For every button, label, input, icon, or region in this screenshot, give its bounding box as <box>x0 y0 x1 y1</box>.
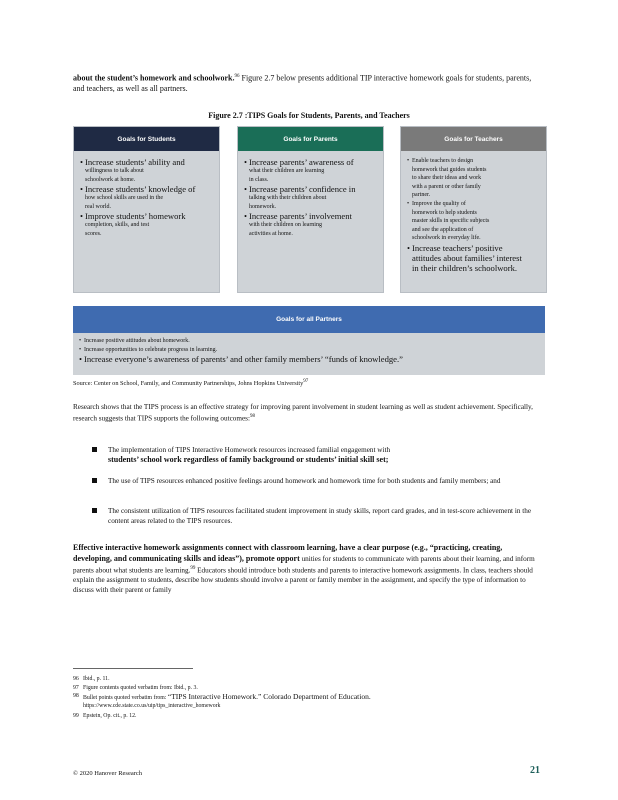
footnote: 98 Bullet points quoted verbatim from: “TIPS Interactive Homework.” Colorado Department of Education. <box>73 692 371 701</box>
list-item: • Improve students’ homework <box>80 211 186 222</box>
footnote: 99 Epstein, Op. cit., p. 12. <box>73 713 137 719</box>
research-text: Research shows that the TIPS process is an effective strategy for improving parent involvement in student learning as well as student achievement. Specifically, research suggests that TIPS supports the following outcomes: <box>73 403 533 423</box>
square-bullet-icon <box>92 508 97 513</box>
students-goals-list <box>80 157 215 239</box>
paragraph-bold-text: Effective interactive homework assignments connect with classroom learning, have a clear purpose (e.g., “practicing, creating, developing, and communicating skills and ideas”), promote opport <box>73 543 503 563</box>
list-item-detail: how school skills are used in the <box>85 195 163 202</box>
footnote-ref[interactable]: 98 <box>249 414 255 419</box>
list-item-detail: what their children are learning <box>249 168 325 174</box>
footnote: 96 Ibid., p. 11. <box>73 676 110 682</box>
paragraph-text: Educators should introduce both students and parents to interactive homework assignments. In class, teachers should explain the assignment to students, describe how students should involve a parent or family member in the assignment, and specify the type of information to discuss with their parent or family <box>73 566 533 595</box>
list-item-detail: with their children on learning <box>249 222 322 229</box>
bullet-text: The use of TIPS resources enhanced positive feelings around homework and homework time for both students and family members; and <box>108 477 501 485</box>
bullet-text: The implementation of TIPS Interactive Homework resources increased familial engagement with <box>108 446 391 454</box>
effective-homework-paragraph <box>73 543 543 595</box>
list-item-detail: talking with their children about <box>249 195 327 202</box>
outcome-bullet <box>92 476 542 486</box>
list-item-detail: in their children’s schoolwork. <box>412 262 518 273</box>
list-item-detail: with a parent or other family <box>412 183 481 190</box>
outcome-bullet <box>92 506 542 526</box>
parents-goals-box <box>237 126 384 293</box>
bullet-text: The consistent utilization of TIPS resources facilitated student improvement in study skills, report card grades, and in test-score achievement in the content areas related to the TIPS resources. <box>108 507 532 525</box>
list-item: • Increase parents’ involvement <box>244 211 352 222</box>
figure-caption: Figure 2.7 :TIPS Goals for Students, Parents, and Teachers <box>208 111 410 120</box>
footnote-separator <box>73 668 193 669</box>
list-item-detail: homework. <box>249 203 277 210</box>
bullet-bold-text: students’ school work regardless of family background or students’ initial skill set; <box>108 455 389 464</box>
list-item-detail: activities at home. <box>249 230 293 237</box>
figure-source <box>73 379 308 387</box>
partners-goals-list <box>79 337 539 364</box>
research-paragraph <box>73 402 543 423</box>
students-goals-box <box>73 126 220 293</box>
list-item: • Increase students’ ability and <box>80 157 185 167</box>
teachers-goals-header: Goals for Teachers <box>401 127 546 151</box>
list-item-detail: to share their ideas and work <box>412 175 482 182</box>
parents-goals-list <box>244 157 379 239</box>
list-item-detail: homework to help students <box>412 209 477 216</box>
students-goals-header: Goals for Students <box>74 127 219 151</box>
intro-rest: Figure 2.7 below presents additional TIP interactive homework goals for students, parents, and teachers, as well as all partners. <box>73 73 532 94</box>
intro-paragraph <box>73 72 543 95</box>
square-bullet-icon <box>92 447 97 452</box>
list-item-detail: homework that guides students <box>412 166 487 173</box>
list-item: • Enable teachers to design <box>407 158 474 164</box>
parents-goals-header: Goals for Parents <box>238 127 383 151</box>
page-number: 21 <box>530 765 540 776</box>
list-item: • Increase opportunities to celebrate progress in learning. <box>79 346 218 353</box>
outcome-bullet <box>92 445 542 466</box>
list-item-detail: willingness to talk about <box>85 168 144 174</box>
list-item: • Increase teachers’ positive <box>407 242 503 253</box>
list-item: • Improve the quality of <box>407 200 466 207</box>
list-item: • Increase everyone’s awareness of parents’ and other family members’ “funds of knowledge.” <box>79 354 403 365</box>
list-item-detail: partner. <box>412 192 431 199</box>
list-item-detail: scores. <box>85 230 102 237</box>
footnote: 97 Figure contents quoted verbatim from: Ibid., p. 3. <box>73 685 198 691</box>
list-item-detail: schoolwork at home. <box>85 176 136 183</box>
partners-goals-header: Goals for all Partners <box>73 306 545 333</box>
source-text: Source: Center on School, Family, and Community Partnerships, Johns Hopkins University <box>73 380 304 388</box>
list-item-detail: master skills in specific subjects <box>412 218 490 225</box>
list-item: • Increase students’ knowledge of <box>80 184 196 195</box>
square-bullet-icon <box>92 478 97 483</box>
list-item: • Increase positive attitudes about homework. <box>79 338 190 344</box>
footnote-ref[interactable]: 96 <box>234 74 240 79</box>
list-item-detail: real world. <box>85 203 111 210</box>
list-item-detail: and see the application of <box>412 226 474 233</box>
list-item-detail: completion, skills, and test <box>85 222 150 229</box>
list-item: • Increase parents’ awareness of <box>244 157 354 167</box>
footnote-link[interactable]: https://www.cde.state.co.us/uip/tips_interactive_homework <box>83 703 221 709</box>
footnote-ref[interactable]: 97 <box>303 379 309 384</box>
paragraph-text: unities for students to communicate with parents about their learning, and inform parents about what students are learning. <box>73 554 535 575</box>
footnote-ref[interactable]: 99 <box>190 566 196 571</box>
list-item-detail: schoolwork in everyday life. <box>412 235 481 242</box>
list-item-detail: attitudes about families’ interest <box>412 252 522 263</box>
footer-copyright: © 2020 Hanover Research <box>73 770 143 777</box>
teachers-goals-box <box>400 126 547 293</box>
intro-bold: about the student’s homework and schoolwork. <box>73 73 235 83</box>
partners-goals-box <box>73 333 545 375</box>
list-item-detail: in class. <box>249 176 269 183</box>
list-item: • Increase parents’ confidence in <box>244 184 356 195</box>
teachers-goals-list <box>407 157 542 273</box>
